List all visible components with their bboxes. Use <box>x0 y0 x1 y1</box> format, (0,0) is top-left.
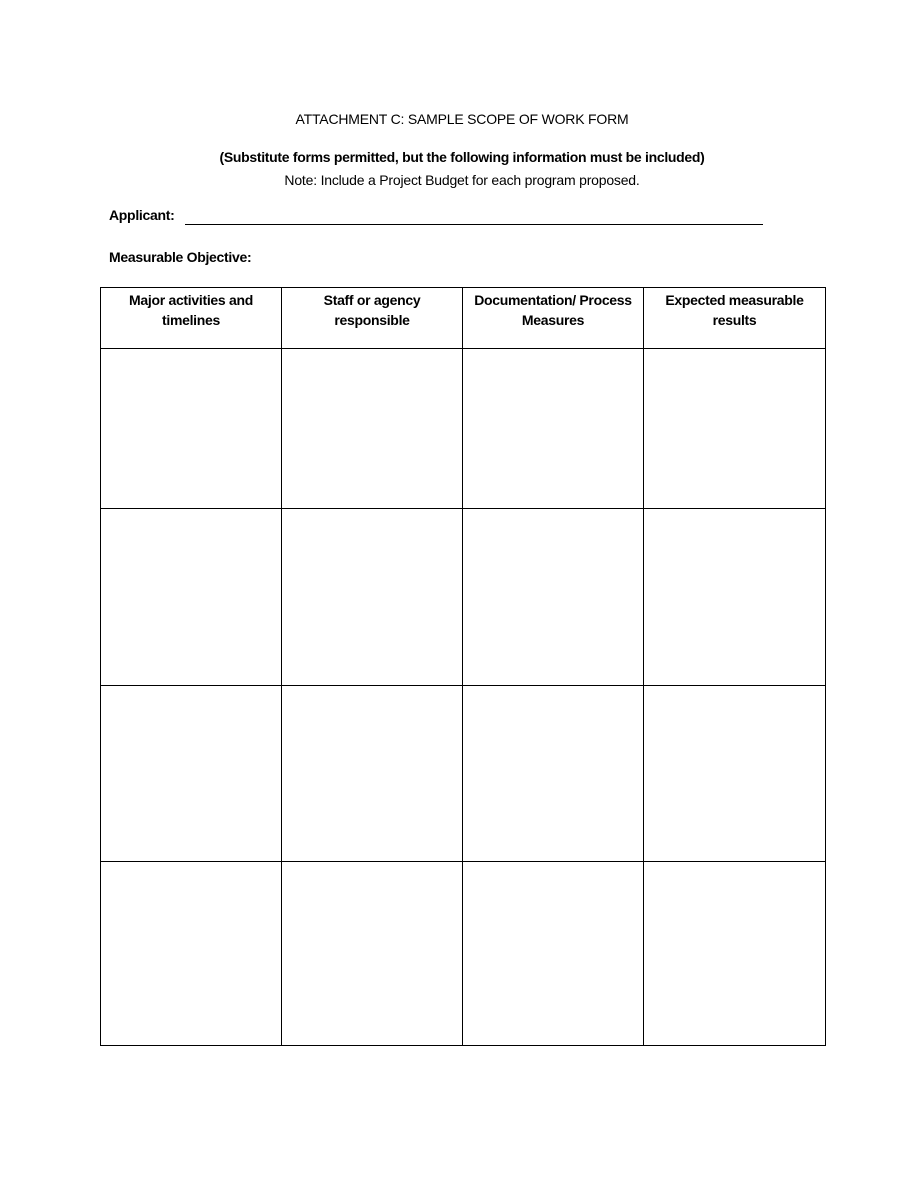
form-title: ATTACHMENT C: SAMPLE SCOPE OF WORK FORM <box>295 111 629 127</box>
table-cell[interactable] <box>463 349 644 509</box>
table-cell[interactable] <box>101 862 282 1046</box>
table-cell[interactable] <box>463 862 644 1046</box>
table-cell[interactable] <box>644 509 826 686</box>
applicant-field[interactable] <box>185 224 763 225</box>
table-row <box>101 349 826 509</box>
table-row <box>101 686 826 862</box>
table-cell[interactable] <box>282 862 463 1046</box>
column-header-activities: Major activities and timelines <box>101 288 282 349</box>
table-cell[interactable] <box>463 686 644 862</box>
form-subtitle: (Substitute forms permitted, but the following information must be included) <box>219 149 705 165</box>
applicant-row <box>109 207 769 227</box>
table-cell[interactable] <box>644 686 826 862</box>
column-header-documentation: Documentation/ Process Measures <box>463 288 644 349</box>
table-cell[interactable] <box>282 686 463 862</box>
column-header-staff: Staff or agency responsible <box>282 288 463 349</box>
table-cell[interactable] <box>644 862 826 1046</box>
applicant-label: Applicant: <box>109 207 175 223</box>
table-cell[interactable] <box>644 349 826 509</box>
table-cell[interactable] <box>101 349 282 509</box>
table-cell[interactable] <box>101 509 282 686</box>
table-cell[interactable] <box>282 509 463 686</box>
table-cell[interactable] <box>282 349 463 509</box>
table-header-row <box>101 288 826 349</box>
table-cell[interactable] <box>101 686 282 862</box>
measurable-objective-label: Measurable Objective: <box>109 249 252 265</box>
table-row <box>101 862 826 1046</box>
budget-note: Note: Include a Project Budget for each program proposed. <box>284 172 640 188</box>
scope-of-work-table <box>100 287 826 1046</box>
table-cell[interactable] <box>463 509 644 686</box>
column-header-results: Expected measurable results <box>644 288 826 349</box>
table-row <box>101 509 826 686</box>
